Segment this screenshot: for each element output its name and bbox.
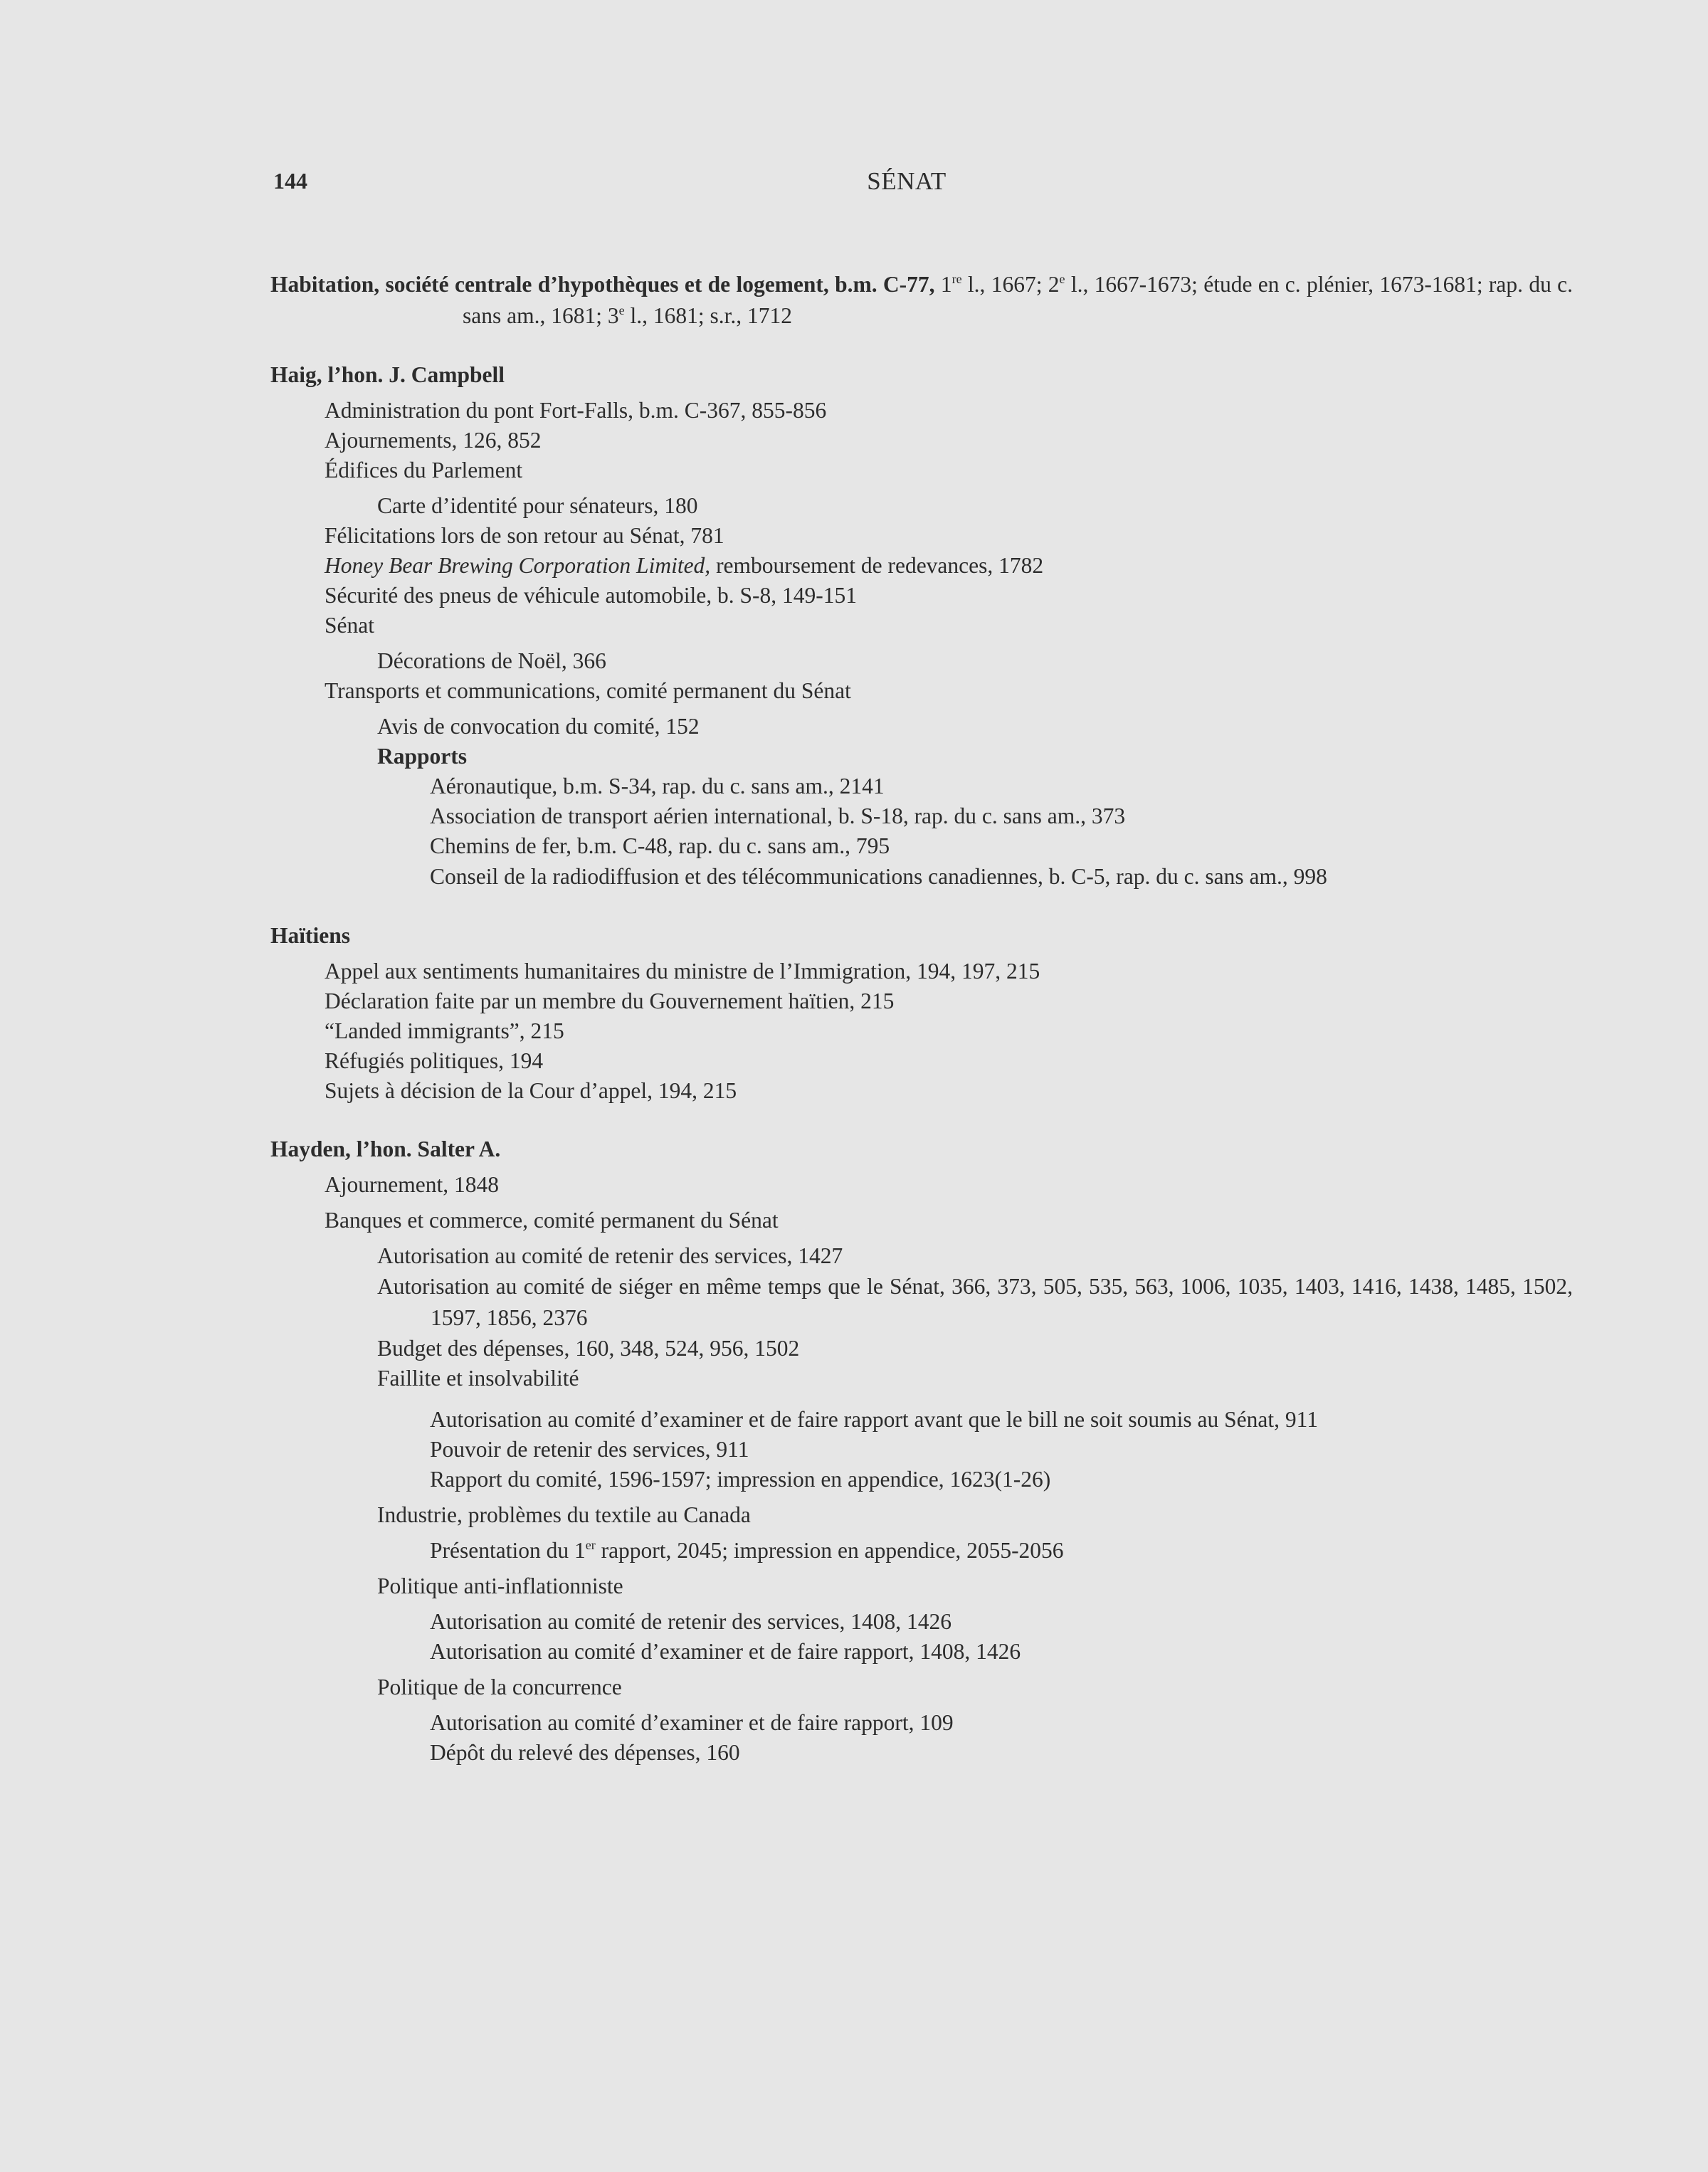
list-item-text: remboursement de redevances, 1782 bbox=[710, 553, 1044, 578]
list-item: Banques et commerce, comité permanent du Sénat bbox=[325, 1208, 779, 1233]
list-item: Autorisation au comité de retenir des services, 1427 bbox=[377, 1243, 843, 1268]
spacer bbox=[270, 1667, 1573, 1672]
entry-habitation-text-1: 1 bbox=[934, 272, 952, 297]
list-item: Ajournement, 1848 bbox=[325, 1172, 499, 1197]
spacer bbox=[270, 951, 1573, 956]
spacer bbox=[270, 1566, 1573, 1571]
list-item: Budget des dépenses, 160, 348, 524, 956, 1502 bbox=[377, 1336, 800, 1361]
spacer bbox=[270, 1235, 1573, 1241]
list-item: Politique anti-inflationniste bbox=[377, 1573, 623, 1598]
page-number: 144 bbox=[273, 168, 307, 194]
entry-habitation-text-3: l., 1667-1673; étude en c. plénier, 1673-1681; rap. du c. sans am., 1681; 3 bbox=[463, 272, 1573, 328]
list-item: Transports et communications, comité permanent du Sénat bbox=[325, 678, 851, 703]
list-item: Déclaration faite par un membre du Gouvernement haïtien, 215 bbox=[325, 989, 895, 1013]
list-item: Conseil de la radiodiffusion et des télécommunications canadiennes, b. C-5, rap. du c. sans am., 998 bbox=[430, 864, 1327, 889]
spacer bbox=[270, 706, 1573, 712]
superscript: e bbox=[618, 303, 625, 317]
list-item: “Landed immigrants”, 215 bbox=[325, 1018, 564, 1043]
spacer bbox=[270, 1164, 1573, 1170]
spacer bbox=[270, 332, 1573, 360]
list-item: Ajournements, 126, 852 bbox=[325, 428, 542, 453]
index-body bbox=[270, 269, 1573, 1768]
list-item: Autorisation au comité de retenir des services, 1408, 1426 bbox=[430, 1609, 952, 1634]
list-item: Sujets à décision de la Cour d’appel, 194, 215 bbox=[325, 1078, 737, 1103]
spacer bbox=[270, 1601, 1573, 1607]
entry-habitation-text-2: l., 1667; 2 bbox=[961, 272, 1060, 297]
list-item: Autorisation au comité d’examiner et de faire rapport, 1408, 1426 bbox=[430, 1639, 1021, 1664]
entry-haig-heading: Haig, l’hon. J. Campbell bbox=[270, 362, 505, 387]
list-item: Dépôt du relevé des dépenses, 160 bbox=[430, 1740, 740, 1765]
list-item: Autorisation au comité d’examiner et de faire rapport avant que le bill ne soit soumis au Sénat, 911 bbox=[430, 1407, 1318, 1432]
list-item bbox=[270, 1536, 1573, 1566]
list-item: Félicitations lors de son retour au Sénat, 781 bbox=[325, 523, 724, 548]
list-item: Administration du pont Fort-Falls, b.m. C-367, 855-856 bbox=[325, 398, 827, 423]
list-item: Chemins de fer, b.m. C-48, rap. du c. sans am., 795 bbox=[430, 833, 890, 858]
list-item: Avis de convocation du comité, 152 bbox=[377, 714, 700, 739]
entry-haitiens-heading: Haïtiens bbox=[270, 923, 351, 948]
list-item: Édifices du Parlement bbox=[325, 458, 523, 483]
list-item: Réfugiés politiques, 194 bbox=[325, 1048, 544, 1073]
list-item: Rapport du comité, 1596-1597; impression en appendice, 1623(1-26) bbox=[430, 1467, 1051, 1492]
list-item bbox=[270, 551, 1573, 581]
spacer bbox=[270, 1399, 1573, 1405]
spacer bbox=[270, 390, 1573, 396]
spacer bbox=[270, 892, 1573, 921]
superscript: e bbox=[1059, 272, 1065, 286]
spacer bbox=[270, 1393, 1573, 1399]
subheading-rapports: Rapports bbox=[377, 744, 468, 769]
company-name: Honey Bear Brewing Corporation Limited, bbox=[325, 553, 711, 578]
list-item: Sécurité des pneus de véhicule automobile, b. S-8, 149-151 bbox=[325, 583, 857, 608]
entry-habitation-text-4: l., 1681; s.r., 1712 bbox=[624, 303, 792, 328]
entry-habitation-heading: Habitation, société centrale d’hypothèques et de logement, b.m. C-77, bbox=[270, 272, 935, 297]
spacer bbox=[270, 1530, 1573, 1536]
list-item: Sénat bbox=[325, 613, 374, 638]
spacer bbox=[270, 1106, 1573, 1134]
list-item: Faillite et insolvabilité bbox=[377, 1366, 579, 1391]
spacer bbox=[270, 485, 1573, 491]
spacer bbox=[270, 1494, 1573, 1500]
list-item-text: rapport, 2045; impression en appendice, 2055-2056 bbox=[595, 1538, 1064, 1563]
list-item: Association de transport aérien international, b. S-18, rap. du c. sans am., 373 bbox=[430, 803, 1126, 828]
list-item: Industrie, problèmes du textile au Canada bbox=[377, 1502, 751, 1527]
superscript: er bbox=[585, 1538, 596, 1552]
spacer bbox=[270, 1702, 1573, 1708]
page-title: SÉNAT bbox=[867, 167, 947, 195]
list-item: Politique de la concurrence bbox=[377, 1675, 622, 1699]
superscript: re bbox=[951, 272, 962, 286]
list-item-text: Présentation du 1 bbox=[430, 1538, 586, 1563]
entry-hayden-heading: Hayden, l’hon. Salter A. bbox=[270, 1137, 501, 1161]
spacer bbox=[270, 640, 1573, 646]
entry-habitation bbox=[270, 269, 1573, 332]
list-item: Aéronautique, b.m. S-34, rap. du c. sans am., 2141 bbox=[430, 774, 885, 798]
spacer bbox=[270, 1200, 1573, 1206]
list-item: Carte d’identité pour sénateurs, 180 bbox=[377, 493, 698, 518]
list-item: Pouvoir de retenir des services, 911 bbox=[430, 1437, 749, 1462]
list-item: Autorisation au comité de siéger en même temps que le Sénat, 366, 373, 505, 535, 563, 1006, 1035, 1403, 1416, 1438, 1485, 1502, 1597, 1856, 2376 bbox=[377, 1274, 1573, 1330]
list-item: Appel aux sentiments humanitaires du ministre de l’Immigration, 194, 197, 215 bbox=[325, 959, 1040, 984]
list-item: Décorations de Noël, 366 bbox=[377, 648, 606, 673]
list-item: Autorisation au comité d’examiner et de faire rapport, 109 bbox=[430, 1710, 954, 1735]
